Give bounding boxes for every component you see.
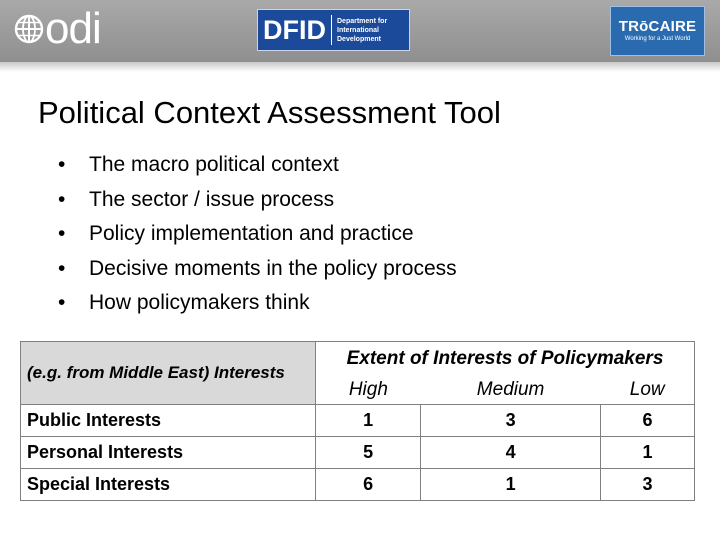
globe-icon xyxy=(14,14,44,44)
trocaire-name: TRōCAIRE xyxy=(618,18,697,35)
bullet-item xyxy=(58,148,457,183)
table-cell: 3 xyxy=(421,405,601,437)
bullet-icon: • xyxy=(58,222,66,245)
table-cell: 1 xyxy=(600,437,694,469)
interests-table xyxy=(20,341,695,501)
trocaire-tagline: Working for a Just World xyxy=(624,36,691,42)
table-cell: 3 xyxy=(600,469,694,501)
row-label: Public Interests xyxy=(21,405,316,437)
dfid-logo xyxy=(257,9,410,51)
bullet-icon: • xyxy=(58,187,66,211)
dfid-dept-line: Development xyxy=(337,35,381,43)
bullet-text: The macro political context xyxy=(89,153,339,176)
column-header-medium: Medium xyxy=(421,376,601,405)
bullet-icon: • xyxy=(58,256,66,280)
table-cell: 5 xyxy=(316,437,421,469)
bullet-icon: • xyxy=(58,291,66,314)
table-cell: 4 xyxy=(421,437,601,469)
table-row xyxy=(21,469,695,501)
table-row xyxy=(21,437,695,469)
bullet-item xyxy=(58,252,457,287)
odi-logo-text: odi xyxy=(45,4,101,53)
row-label: Special Interests xyxy=(21,469,316,501)
trocaire-logo xyxy=(610,6,705,56)
odi-logo xyxy=(14,6,101,52)
bullet-text: How policymakers think xyxy=(89,291,310,314)
dfid-dept-line: International xyxy=(337,26,380,34)
table-cell: 6 xyxy=(316,469,421,501)
table-cell: 1 xyxy=(421,469,601,501)
bullet-icon: • xyxy=(58,153,66,176)
row-header-cell: (e.g. from Middle East) Interests xyxy=(21,342,316,405)
table-cell: 1 xyxy=(316,405,421,437)
table-cell: 6 xyxy=(600,405,694,437)
bullet-item xyxy=(58,217,457,252)
page-title: Political Context Assessment Tool xyxy=(38,95,501,130)
bullet-text: Policy implementation and practice xyxy=(89,222,414,245)
bullet-text: Decisive moments in the policy process xyxy=(89,256,457,280)
row-label: Personal Interests xyxy=(21,437,316,469)
header-shadow xyxy=(0,62,720,72)
table-header-row xyxy=(21,342,695,377)
dfid-divider xyxy=(331,15,332,45)
group-header-cell: Extent of Interests of Policymakers xyxy=(316,342,695,377)
bullet-item xyxy=(58,286,457,321)
dfid-dept-line: Department for xyxy=(337,17,388,25)
dfid-department-name xyxy=(337,17,387,44)
bullet-text: The sector / issue process xyxy=(89,187,335,211)
column-header-low: Low xyxy=(600,376,694,405)
bullet-list xyxy=(58,148,457,321)
dfid-mark: DFID xyxy=(263,14,326,45)
table-row xyxy=(21,405,695,437)
column-header-high: High xyxy=(316,376,421,405)
bullet-item xyxy=(58,183,457,218)
